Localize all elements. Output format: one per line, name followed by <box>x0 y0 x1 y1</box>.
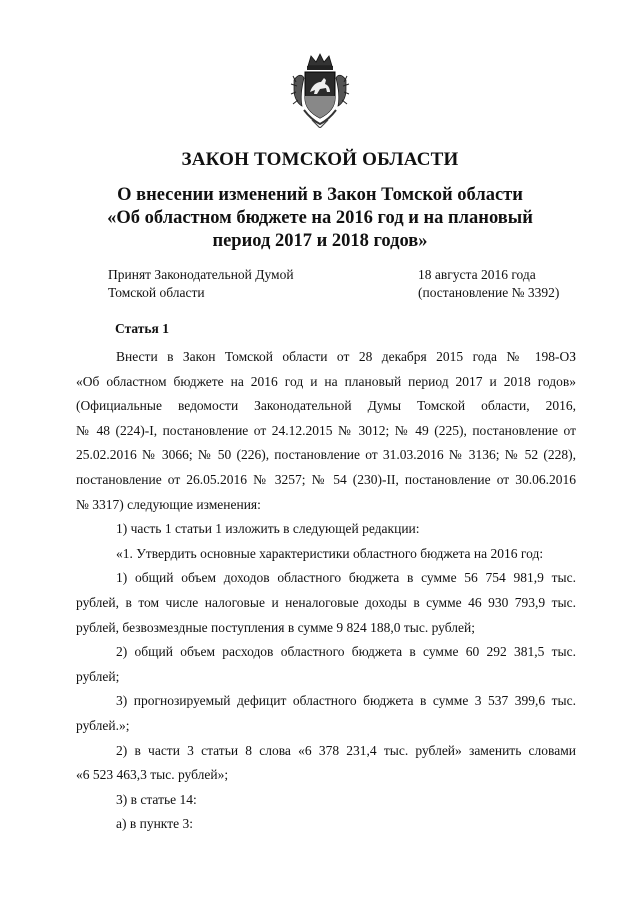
paragraph-line: 1) общий объем доходов областного бюджета в сумме 56 754 981,9 тыс. <box>116 570 576 586</box>
paragraph-line: «1. Утвердить основные характеристики областного бюджета на 2016 год: <box>116 545 544 561</box>
adopted-by-line: Томской области <box>108 285 205 300</box>
paragraph <box>76 689 576 738</box>
subtitle-line: «Об областном бюджете на 2016 год и на плановый <box>107 208 533 228</box>
paragraph-line: 2) в части 3 статьи 8 слова «6 378 231,4 тыс. рублей» заменить словами <box>116 742 576 758</box>
paragraph-line: рублей, в том числе налоговые и неналоговые доходы в сумме 46 930 793,9 тыс. <box>76 594 576 610</box>
paragraph <box>76 640 576 689</box>
paragraph-line: 1) часть 1 статьи 1 изложить в следующей редакции: <box>116 521 420 537</box>
paragraph-line: (Официальные ведомости Законодательной Думы Томской области, 2016, <box>76 398 576 414</box>
paragraph-line: Внести в Закон Томской области от 28 декабря 2015 года № 198-ОЗ <box>116 349 576 364</box>
paragraph <box>76 788 576 813</box>
subtitle-line: О внесении изменений в Закон Томской области <box>117 185 523 205</box>
paragraph-line: рублей.»; <box>76 717 130 733</box>
paragraph-line: рублей; <box>76 668 120 684</box>
paragraph-line: «6 523 463,3 тыс. рублей»; <box>76 767 229 783</box>
paragraph-line: «Об областном бюджете на 2016 год и на плановый период 2017 и 2018 годов» <box>76 373 576 389</box>
adopted-by-line: Принят Законодательной Думой <box>108 267 294 282</box>
paragraph-line: № 48 (224)-I, постановление от 24.12.2015 № 3012; № 49 (225), постановление от <box>76 422 576 438</box>
law-title: ЗАКОН ТОМСКОЙ ОБЛАСТИ <box>181 149 459 170</box>
adopted-date: 18 августа 2016 года <box>418 267 536 282</box>
paragraph-line: 3) прогнозируемый дефицит областного бюджета в сумме 3 537 399,6 тыс. <box>116 693 576 709</box>
paragraph-line: 2) общий объем расходов областного бюджета в сумме 60 292 381,5 тыс. <box>116 644 576 660</box>
paragraph <box>76 812 576 837</box>
paragraph <box>76 542 576 567</box>
paragraph-line: постановление от 26.05.2016 № 3257; № 54 (230)-II, постановление от 30.06.2016 <box>76 471 576 487</box>
resolution-number: (постановление № 3392) <box>418 285 560 300</box>
paragraph-line: 3) в статье 14: <box>116 791 197 807</box>
coat-of-arms-icon <box>290 52 350 128</box>
subtitle-line: период 2017 и 2018 годов» <box>212 231 428 251</box>
paragraph <box>76 739 576 788</box>
paragraph <box>76 345 576 517</box>
paragraph <box>76 566 576 640</box>
article-body <box>76 345 576 837</box>
paragraph-line: а) в пункте 3: <box>116 816 193 832</box>
paragraph-line: № 3317) следующие изменения: <box>76 496 261 512</box>
paragraph <box>76 517 576 542</box>
adopted-by-block <box>108 266 294 302</box>
adopted-date-block <box>418 266 559 302</box>
paragraph-line: рублей, безвозмездные поступления в сумме 9 824 188,0 тыс. рублей; <box>76 619 475 635</box>
paragraph-line: 25.02.2016 № 3066; № 50 (226), постановление от 31.03.2016 № 3136; № 52 (228), <box>76 447 576 463</box>
article-heading: Статья 1 <box>115 321 169 336</box>
law-subtitle <box>60 184 580 253</box>
